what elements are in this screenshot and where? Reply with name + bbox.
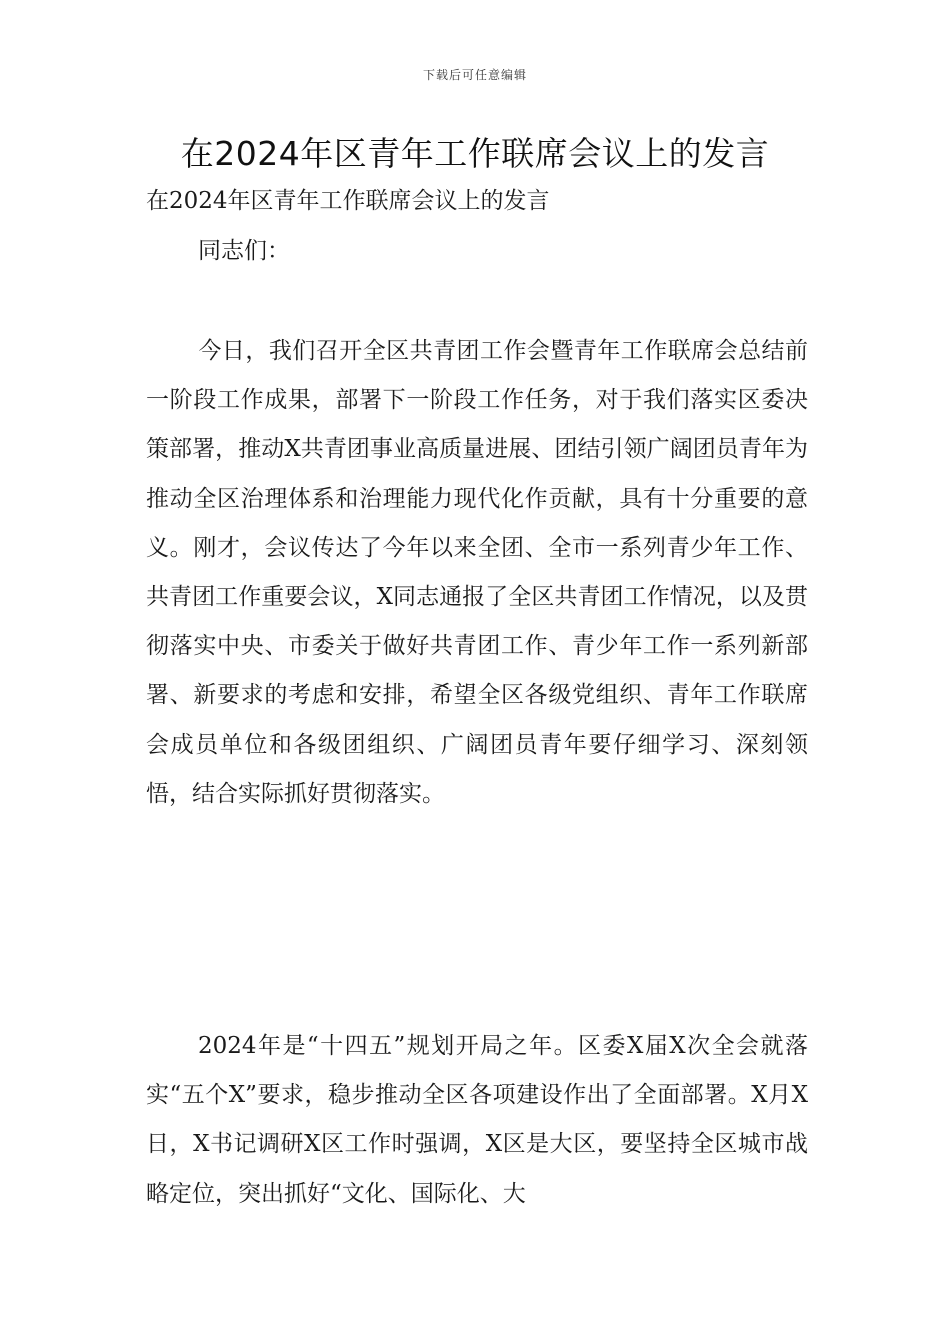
paragraph-2 xyxy=(146,1022,808,1219)
paragraph-2-text: 2024年是“十四五”规划开局之年。区委X届X次全会就落实“五个X”要求，稳步推动全区各项建设作出了全面部署。X月X日，X书记调研X区工作时强调，X区是大区，要坚持全区城市战略定位，突出抓好“文化、国际化、大 xyxy=(146,1033,808,1207)
paragraph-1-text: 今日，我们召开全区共青团工作会暨青年工作联席会总结前一阶段工作成果，部署下一阶段工作任务，对于我们落实区委决策部署，推动X共青团事业高质量进展、团结引领广阔团员青年为推动全区治理体系和治理能力现代化作贡献，具有十分重要的意义。刚才，会议传达了今年以来全团、全市一系列青少年工作、共青团工作重要会议，X同志通报了全区共青团工作情况，以及贯彻落实中央、市委关于做好共青团工作、青少年工作一系列新部署、新要求的考虑和安排，希望全区各级党组织、青年工作联席会成员单位和各级团组织、广阔团员青年要仔细学习、深刻领悟，结合实际抓好贯彻落实。 xyxy=(146,338,808,807)
salutation: 同志们： xyxy=(198,238,290,264)
header-note: 下载后可任意编辑 xyxy=(422,68,527,82)
document-title: 在2024年区青年工作联席会议上的发言 xyxy=(180,134,770,173)
paragraph-1 xyxy=(146,327,808,819)
document-subtitle: 在2024年区青年工作联席会议上的发言 xyxy=(146,188,550,214)
